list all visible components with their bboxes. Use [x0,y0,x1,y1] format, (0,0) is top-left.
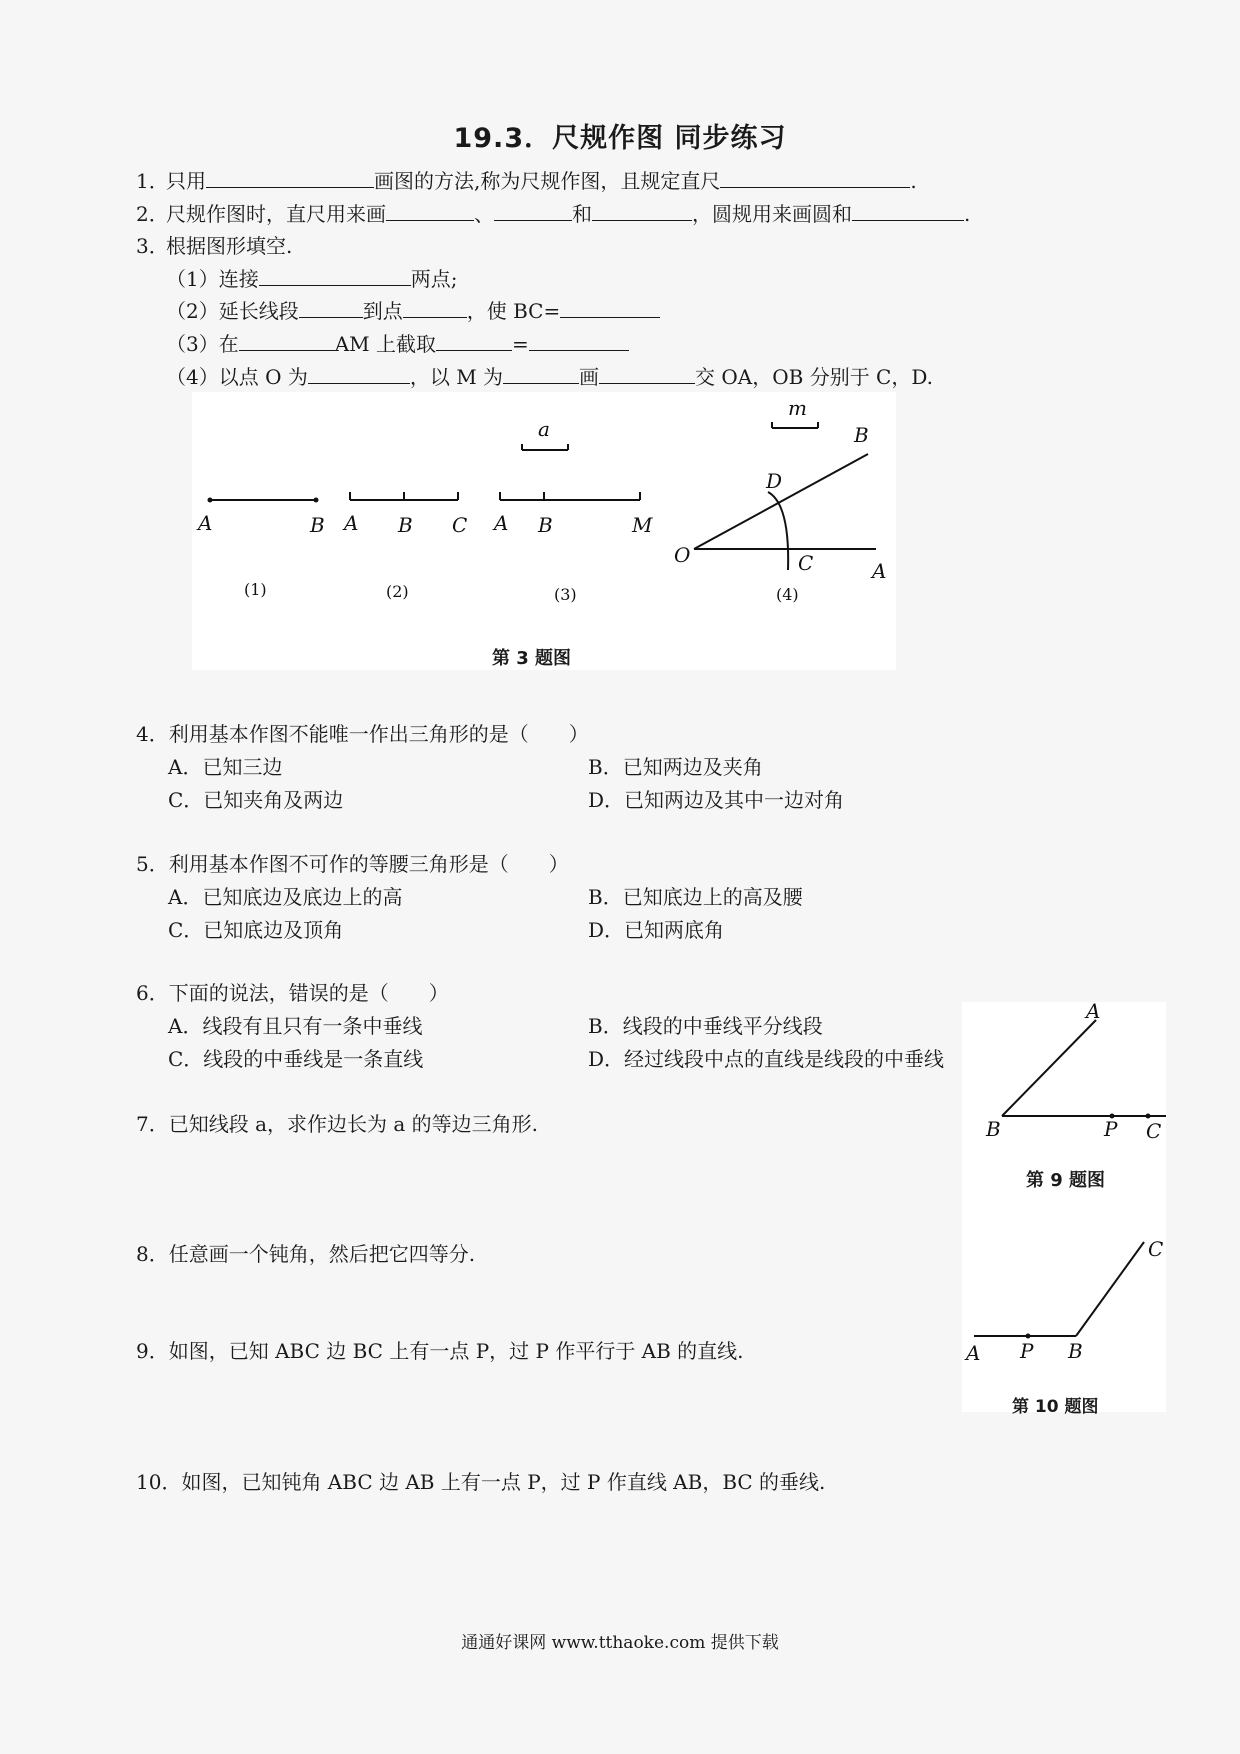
question-text: （2）延长线段 [166,299,299,323]
figure-9-10-drawing [962,1002,1166,1412]
question-text: AM 上截取 [334,332,437,356]
fig10-label-P: P [1020,1339,1034,1363]
fig3-label-C4: C [798,551,814,575]
question-9: 9．如图，已知 ABC 边 BC 上有一点 P，过 P 作平行于 AB 的直线. [136,1339,744,1363]
fig10-label-A: A [966,1341,981,1365]
answer-blank[interactable] [503,365,579,384]
fig9-label-C: C [1146,1119,1162,1143]
figure-9-caption: 第 9 题图 [1026,1170,1106,1191]
answer-blank[interactable] [308,365,410,384]
question-6-stem: 6．下面的说法，错误的是（ ） [136,981,449,1005]
question-4-option-d[interactable]: D．已知两边及其中一边对角 [588,788,845,812]
question-5-option-d[interactable]: D．已知两底角 [588,918,725,942]
question-3-part-4 [166,364,933,390]
answer-blank[interactable] [239,332,335,351]
question-3-part-1 [166,266,457,292]
question-6-option-c[interactable]: C．线段的中垂线是一条直线 [168,1047,424,1071]
question-text: 交 OA，OB 分别于 C，D. [695,365,934,389]
figure-3-drawing [192,392,896,670]
question-3-part-2 [166,298,660,324]
fig3-label-D: D [766,469,783,493]
fig9-label-B: B [986,1117,1001,1141]
question-4-option-c[interactable]: C．已知夹角及两边 [168,788,344,812]
fig3-sub-1: (1) [244,580,267,599]
question-text: 根据图形填空. [166,234,293,258]
question-5-option-a[interactable]: A．已知底边及底边上的高 [168,885,403,909]
question-8: 8．任意画一个钝角，然后把它四等分. [136,1242,476,1266]
question-text: （1）连接 [166,267,259,291]
question-2 [136,201,970,227]
answer-blank[interactable] [299,299,363,318]
question-number: 1． [136,169,169,193]
fig3-label-B2: B [398,513,413,537]
fig9-label-P: P [1104,1117,1118,1141]
fig3-label-B4: B [854,423,869,447]
question-5-option-b[interactable]: B．已知底边上的高及腰 [588,885,803,909]
question-text: （4）以点 O 为 [166,365,308,389]
answer-blank[interactable] [592,202,692,221]
question-number: 3． [136,234,169,258]
question-1 [136,168,917,194]
fig3-label-A2: A [344,511,359,535]
question-6-option-a[interactable]: A．线段有且只有一条中垂线 [168,1014,423,1038]
figure-9-10-panel [962,1002,1166,1417]
fig3-sub-2: (2) [386,582,409,601]
fig3-sub-4: (4) [776,585,799,604]
fig3-label-a: a [538,417,550,441]
answer-blank[interactable] [529,332,629,351]
question-text: 两点; [410,267,458,291]
answer-blank[interactable] [560,299,660,318]
question-7: 7．已知线段 a，求作边长为 a 的等边三角形. [136,1112,539,1136]
question-6-option-d[interactable]: D．经过线段中点的直线是线段的中垂线 [588,1047,945,1071]
fig3-label-B3: B [538,513,553,537]
question-10: 10．如图，已知钝角 ABC 边 AB 上有一点 P，过 P 作直线 AB，BC 的垂线. [136,1470,826,1494]
question-text: 和 [572,202,592,226]
figure-3 [192,392,896,670]
fig10-label-B: B [1068,1339,1083,1363]
fig3-label-A3: A [494,511,509,535]
question-5-option-c[interactable]: C．已知底边及顶角 [168,918,344,942]
answer-blank[interactable] [386,202,474,221]
question-3 [136,233,292,259]
answer-blank[interactable] [259,267,411,286]
question-text: ，使 BC= [466,299,561,323]
answer-blank[interactable] [852,202,964,221]
question-text: = [512,332,529,356]
question-text: 、 [474,202,494,226]
question-6-option-b[interactable]: B．线段的中垂线平分线段 [588,1014,823,1038]
answer-blank[interactable] [206,169,374,188]
question-text: 画图的方法,称为尺规作图，且规定直尺 [374,169,721,193]
question-text: 只用 [166,169,206,193]
fig3-label-C2: C [452,513,468,537]
page-title: 19.3．尺规作图 同步练习 [453,123,787,154]
answer-blank[interactable] [494,202,572,221]
answer-blank[interactable] [403,299,467,318]
figure-3-caption: 第 3 题图 [492,648,572,669]
page-footer: 通通好课网 www.tthaoke.com 提供下载 [461,1633,779,1653]
fig3-label-A1: A [198,511,213,535]
question-4-stem: 4．利用基本作图不能唯一作出三角形的是（ ） [136,722,589,746]
question-text: ，圆规用来画圆和 [692,202,852,226]
answer-blank[interactable] [599,365,695,384]
fig9-label-A: A [1086,1002,1101,1023]
fig3-label-m: m [788,396,807,420]
fig3-label-B1: B [310,513,325,537]
figure-10-caption: 第 10 题图 [1012,1397,1099,1417]
question-text: 尺规作图时，直尺用来画 [166,202,386,226]
question-3-part-3 [166,331,629,357]
question-text: . [910,169,917,193]
fig10-label-C: C [1148,1237,1164,1261]
question-number: 2． [136,202,169,226]
fig3-sub-3: (3) [554,585,577,604]
fig3-label-A4: A [872,559,887,583]
question-text: 画 [579,365,600,389]
question-5-stem: 5．利用基本作图不可作的等腰三角形是（ ） [136,852,569,876]
answer-blank[interactable] [720,169,910,188]
question-text: （3）在 [166,332,239,356]
question-text: 到点 [362,299,403,323]
fig3-label-O: O [674,543,691,567]
answer-blank[interactable] [436,332,512,351]
question-4-option-a[interactable]: A．已知三边 [168,755,283,779]
fig3-label-M3: M [632,513,653,537]
question-4-option-b[interactable]: B．已知两边及夹角 [588,755,763,779]
question-text: . [964,202,971,226]
question-text: ，以 M 为 [409,365,504,389]
